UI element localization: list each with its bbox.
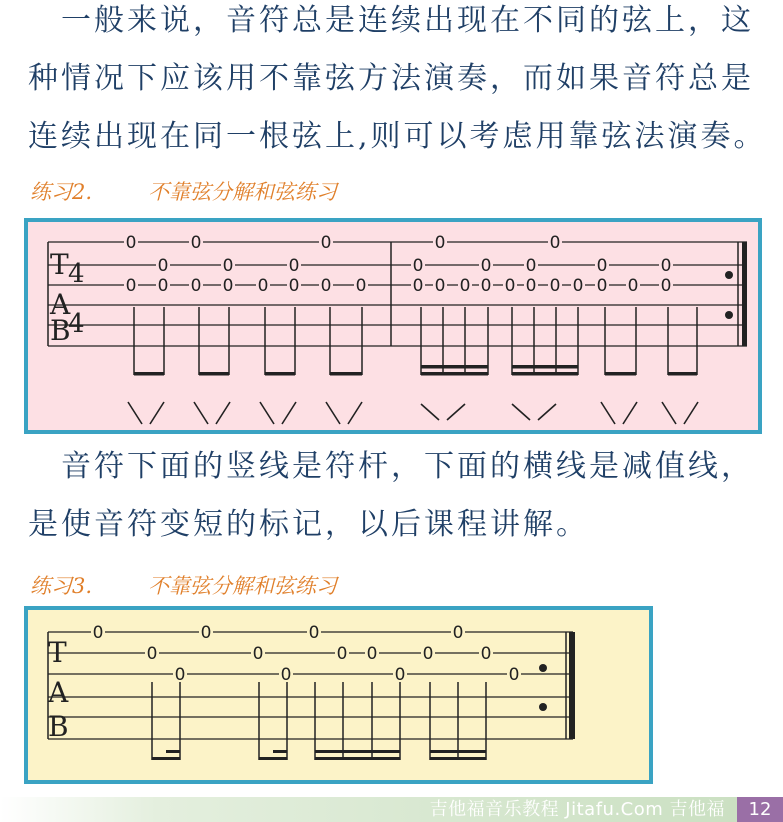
clef-letter-a: A: [48, 676, 69, 709]
exercise-2-label: [30, 176, 337, 206]
note-string-1: 0: [452, 623, 464, 643]
note-string-3: 0: [459, 276, 471, 296]
note-string-3: 0: [125, 276, 137, 296]
repeat-dot: [725, 271, 733, 279]
note-string-2: 0: [525, 256, 537, 276]
note-string-3: 0: [222, 276, 234, 296]
note-string-3: 0: [627, 276, 639, 296]
note-string-3: 0: [596, 276, 608, 296]
note-string-3: 0: [508, 665, 520, 685]
paragraph-line: 一般来说，音符总是连续出现在不同的弦上，这: [28, 3, 754, 38]
note-string-2: 0: [146, 644, 158, 664]
time-signature-bottom: 4: [68, 309, 85, 339]
note-string-3: 0: [174, 665, 186, 685]
clef-letter-t: T: [48, 636, 67, 669]
paragraph-stems: [28, 438, 768, 554]
note-string-3: 0: [280, 665, 292, 685]
barline-final-thick: [569, 632, 575, 739]
tablature-exercise-3: [24, 606, 653, 784]
note-string-2: 0: [157, 256, 169, 276]
tablature-exercise-2: [24, 218, 762, 434]
note-string-3: 0: [525, 276, 537, 296]
paragraph-line: 连续出现在同一根弦上,则可以考虑用靠弦法演奏。: [28, 119, 767, 154]
note-string-1: 0: [92, 623, 104, 643]
note-string-1: 0: [549, 233, 561, 253]
note-string-2: 0: [252, 644, 264, 664]
note-string-2: 0: [288, 256, 300, 276]
beam: [512, 365, 578, 369]
exercise-title: 不靠弦分解和弦练习: [148, 574, 337, 598]
note-string-3: 0: [504, 276, 516, 296]
note-string-2: 0: [660, 256, 672, 276]
clef-letter-t: T: [50, 248, 69, 281]
beam: [265, 372, 295, 376]
note-string-1: 0: [190, 233, 202, 253]
note-string-3: 0: [257, 276, 269, 296]
beam: [315, 757, 400, 760]
beam: [152, 757, 180, 760]
note-string-2: 0: [366, 644, 378, 664]
tab-background: [28, 610, 649, 780]
beam: [199, 372, 229, 376]
note-string-3: 0: [355, 276, 367, 296]
note-string-2: 0: [422, 644, 434, 664]
repeat-dot: [725, 311, 733, 319]
beam: [421, 372, 488, 376]
note-string-3: 0: [394, 665, 406, 685]
beam: [421, 365, 488, 369]
paragraph-line: 种情况下应该用不靠弦方法演奏，而如果音符总是: [28, 61, 754, 96]
paragraph-line: 是使音符变短的标记，以后课程讲解。: [28, 507, 589, 542]
note-string-1: 0: [308, 623, 320, 643]
note-string-3: 0: [412, 276, 424, 296]
repeat-dot: [539, 664, 547, 672]
tab-background: [28, 222, 758, 430]
tab-staff: [28, 610, 649, 780]
clef-letter-a: A: [50, 288, 71, 321]
footer-brand: 吉他福音乐教程 Jitafu.Com 吉他福: [429, 799, 725, 820]
note-string-2: 0: [412, 256, 424, 276]
note-string-2: 0: [222, 256, 234, 276]
time-signature-top: 4: [68, 259, 85, 289]
exercise-number: 练习2.: [30, 180, 93, 204]
page-footer: [0, 797, 783, 822]
note-string-3: 0: [660, 276, 672, 296]
beam: [330, 372, 362, 376]
exercise-title: 不靠弦分解和弦练习: [148, 180, 337, 204]
note-string-3: 0: [157, 276, 169, 296]
note-string-3: 0: [434, 276, 446, 296]
note-string-1: 0: [320, 233, 332, 253]
clef-letter-b: B: [48, 710, 69, 743]
note-string-3: 0: [549, 276, 561, 296]
beam: [273, 750, 287, 753]
exercise-3-label: [30, 570, 337, 600]
clef-letter-b: B: [50, 314, 71, 347]
note-string-3: 0: [572, 276, 584, 296]
note-string-1: 0: [434, 233, 446, 253]
beam: [668, 372, 697, 376]
beam: [315, 750, 400, 753]
repeat-dot: [539, 703, 547, 711]
tab-staff: [28, 222, 758, 430]
note-string-1: 0: [125, 233, 137, 253]
note-string-3: 0: [320, 276, 332, 296]
beam: [430, 750, 486, 753]
beam: [512, 372, 578, 376]
note-string-2: 0: [336, 644, 348, 664]
note-string-3: 0: [190, 276, 202, 296]
barline-final-thick: [742, 242, 747, 346]
note-string-2: 0: [480, 256, 492, 276]
page-number: 12: [737, 797, 783, 822]
exercise-number: 练习3.: [30, 574, 93, 598]
note-string-2: 0: [596, 256, 608, 276]
beam: [259, 757, 287, 760]
beam: [605, 372, 636, 376]
note-string-1: 0: [200, 623, 212, 643]
beam: [166, 750, 180, 753]
paragraph-intro: [28, 0, 768, 166]
beam: [134, 372, 164, 376]
paragraph-line: 音符下面的竖线是符杆，下面的横线是减值线，: [28, 449, 754, 484]
beam: [430, 757, 486, 760]
note-string-3: 0: [480, 276, 492, 296]
note-string-3: 0: [288, 276, 300, 296]
note-string-2: 0: [480, 644, 492, 664]
